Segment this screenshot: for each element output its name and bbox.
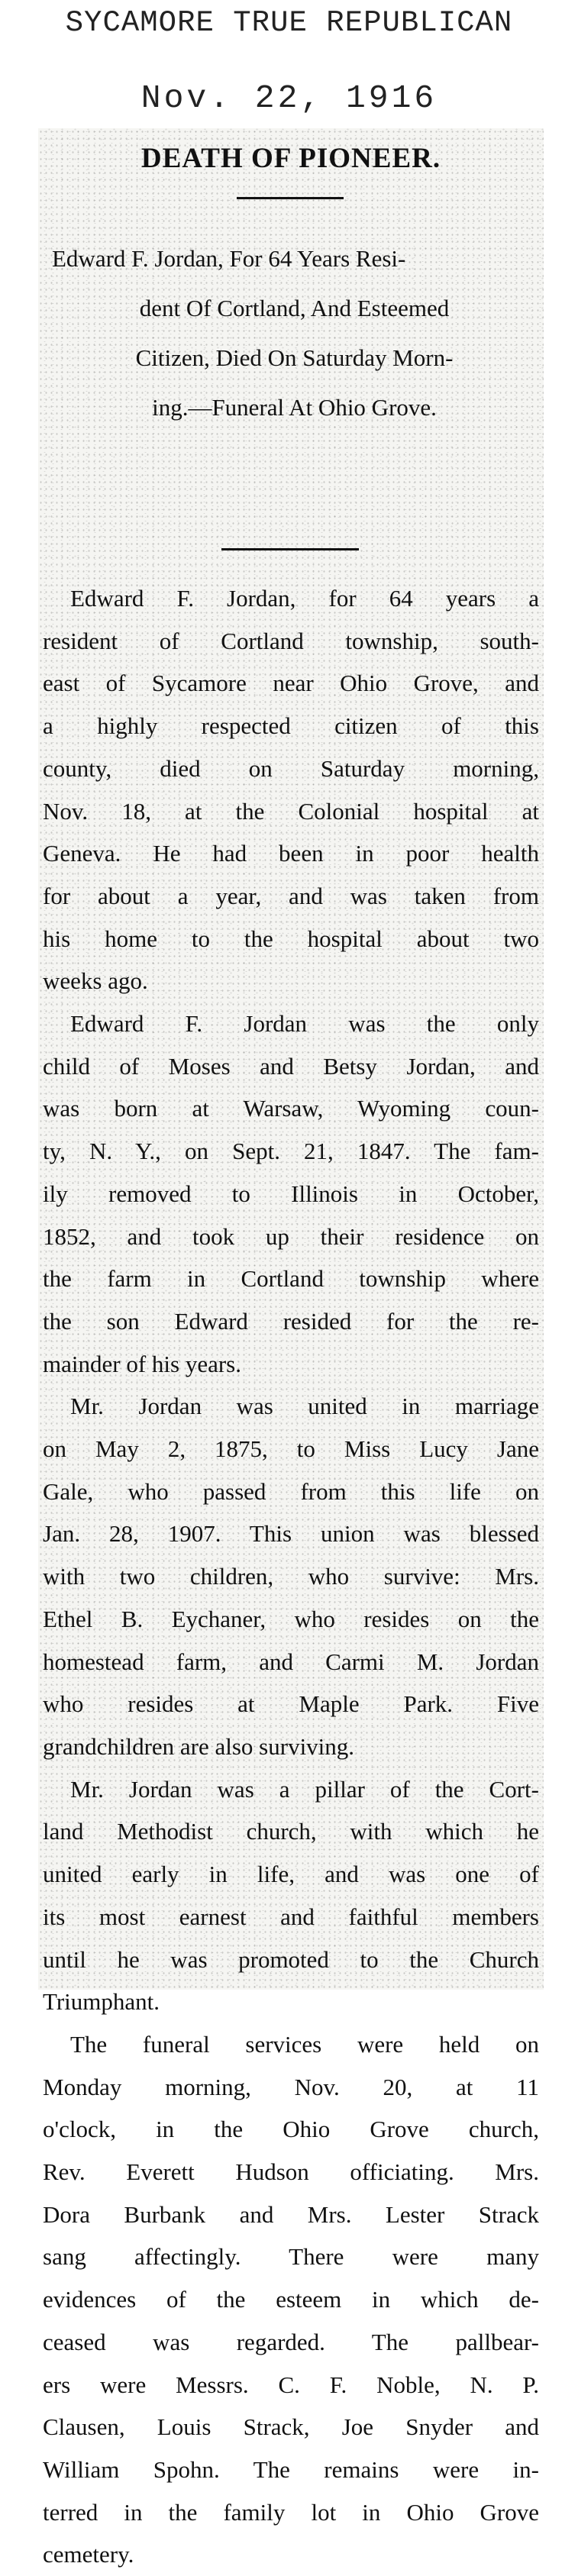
body-line: William Spohn. The remains were in-: [43, 2455, 539, 2483]
body-line: mainder of his years.: [43, 1350, 241, 1377]
body-line: The funeral services were held on: [70, 2030, 539, 2058]
body-line: resident of Cortland township, south-: [43, 627, 539, 654]
body-line: Edward F. Jordan, for 64 years a: [70, 585, 539, 612]
body-line: Clausen, Louis Strack, Joe Snyder and: [43, 2413, 539, 2441]
body-line: Rev. Everett Hudson officiating. Mrs.: [43, 2158, 539, 2186]
subhead-line: dent Of Cortland, And Esteemed: [139, 295, 450, 321]
body-line: on May 2, 1875, to Miss Lucy Jane: [43, 1435, 539, 1463]
article-subhead: [52, 234, 537, 432]
body-line: ceased was regarded. The pallbear-: [43, 2328, 539, 2355]
body-line: ers were Messrs. C. F. Noble, N. P.: [43, 2371, 539, 2398]
body-line: its most earnest and faithful members: [43, 1903, 539, 1930]
body-line: Triumphant.: [43, 1988, 160, 2016]
subhead-line: Edward F. Jordan, For 64 Years Resi-: [52, 245, 406, 272]
body-line: the farm in Cortland township where: [43, 1265, 539, 1293]
body-line: was born at Warsaw, Wyoming coun-: [43, 1095, 539, 1122]
article-body: [43, 577, 539, 2576]
body-line: east of Sycamore near Ohio Grove, and: [43, 670, 539, 697]
body-line: Mr. Jordan was a pillar of the Cort-: [70, 1775, 539, 1803]
body-line: Nov. 18, at the Colonial hospital at: [43, 797, 539, 825]
article-headline: DEATH OF PIONEER.: [140, 143, 441, 174]
body-line: child of Moses and Betsy Jordan, and: [43, 1052, 539, 1080]
body-line: who resides at Maple Park. Five: [43, 1690, 539, 1718]
body-line: Ethel B. Eychaner, who resides on the: [43, 1605, 539, 1632]
body-line: united early in life, and was one of: [43, 1861, 539, 1888]
newspaper-masthead: SYCAMORE TRUE REPUBLICAN: [65, 6, 513, 40]
body-line: land Methodist church, with which he: [43, 1818, 539, 1845]
body-line: terred in the family lot in Ohio Grove: [43, 2498, 539, 2526]
body-line: the son Edward resided for the re-: [43, 1307, 539, 1335]
subhead-line: Citizen, Died On Saturday Morn-: [135, 344, 454, 371]
body-line: Jan. 28, 1907. This union was blessed: [43, 1520, 539, 1548]
body-line: Edward F. Jordan was the only: [70, 1010, 539, 1038]
body-line: his home to the hospital about two: [43, 925, 539, 952]
body-line: ily removed to Illinois in October,: [43, 1180, 539, 1207]
body-line: o'clock, in the Ohio Grove church,: [43, 2116, 539, 2143]
divider-rule: [221, 548, 359, 550]
body-line: cemetery.: [43, 2541, 134, 2568]
body-line: Mr. Jordan was united in marriage: [70, 1393, 539, 1420]
body-line: Geneva. He had been in poor health: [43, 840, 539, 867]
body-line: evidences of the esteem in which de-: [43, 2286, 539, 2313]
body-line: Gale, who passed from this life on: [43, 1477, 539, 1505]
body-line: grandchildren are also surviving.: [43, 1732, 355, 1760]
body-line: for about a year, and was taken from: [43, 882, 539, 909]
divider-rule: [237, 197, 344, 199]
body-line: county, died on Saturday morning,: [43, 754, 539, 782]
body-line: homestead farm, and Carmi M. Jordan: [43, 1648, 539, 1675]
body-line: ty, N. Y., on Sept. 21, 1847. The fam-: [43, 1138, 539, 1165]
body-line: with two children, who survive: Mrs.: [43, 1563, 539, 1590]
publication-date: Nov. 22, 1916: [140, 79, 438, 117]
newspaper-clipping: [38, 128, 544, 2568]
body-line: a highly respected citizen of this: [43, 712, 539, 740]
body-line: sang affectingly. There were many: [43, 2243, 539, 2271]
body-line: 1852, and took up their residence on: [43, 1222, 539, 1250]
body-line: until he was promoted to the Church: [43, 1945, 539, 1973]
body-line: Monday morning, Nov. 20, at 11: [43, 2073, 539, 2100]
subhead-line: ing.—Funeral At Ohio Grove.: [152, 394, 437, 421]
body-line: Dora Burbank and Mrs. Lester Strack: [43, 2200, 539, 2228]
body-line: weeks ago.: [43, 967, 148, 995]
